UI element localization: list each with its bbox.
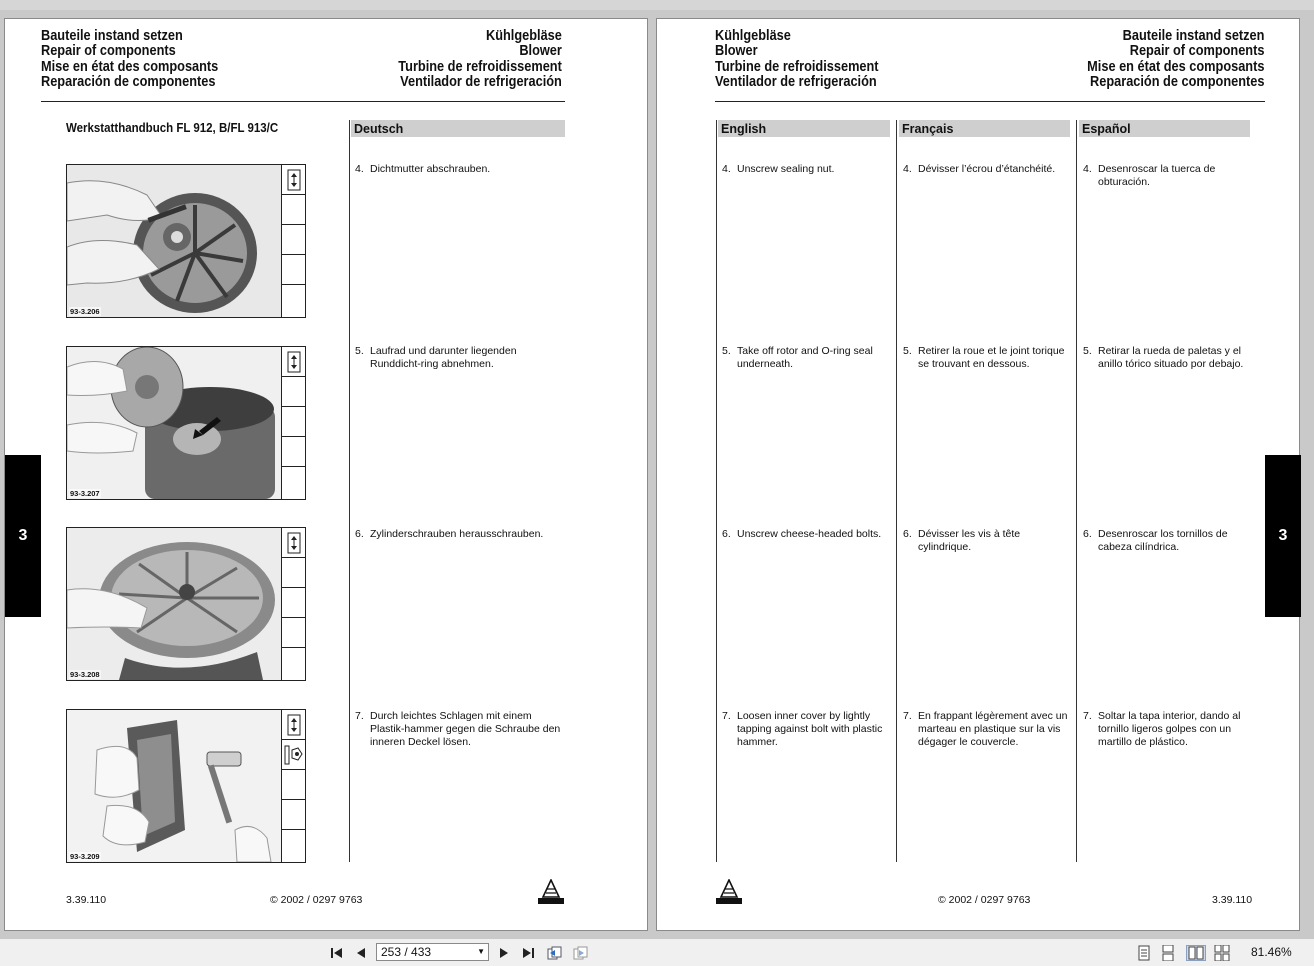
header-line: Repair of components [1129,43,1264,60]
header-rule [715,101,1265,102]
right-header-right [1087,29,1264,90]
footer-page-number: 3.39.110 [1212,894,1253,906]
photo-unscrew-nut [67,165,281,317]
column-divider [349,120,350,862]
header-line: Blower [519,43,562,60]
symbol-cells [281,165,306,317]
zoom-level[interactable]: 81.46% [1251,945,1292,959]
photo-hammer-cover [67,710,281,862]
manual-title: Werkstatthandbuch FL 912, B/FL 913/C [66,121,279,135]
symbol-cells [281,347,306,499]
column-divider [1076,120,1077,862]
header-line: Mise en état des composants [1086,58,1264,75]
special-tool-symbol-icon [282,740,306,770]
prev-page-icon[interactable] [353,945,369,961]
chapter-tab: 3 [5,455,41,617]
figure-93-3-206 [66,164,306,318]
deutz-logo-icon [715,879,743,905]
header-line: Reparación de componentes [41,73,216,90]
go-forward-icon[interactable] [572,945,588,961]
symbol-cells [281,710,306,862]
symbol-cells [281,528,306,680]
header-line: Ventilador de refrigeración [400,73,562,90]
go-back-icon[interactable] [546,945,562,961]
header-rule [41,101,565,102]
chevron-down-icon[interactable]: ▼ [477,947,485,956]
window-top-strip [0,0,1314,10]
figure-caption: 93-3.208 [70,670,100,679]
photo-remove-rotor [67,347,281,499]
figure-93-3-209 [66,709,306,863]
adjust-symbol-icon [282,165,306,195]
adjust-symbol-icon [282,528,306,558]
left-header-right [398,29,562,90]
column-header-francais: Français [899,120,1070,137]
page-indicator: 253 / 433 [381,945,432,959]
header-line: Bauteile instand setzen [1122,28,1264,44]
deutz-logo-icon [537,879,565,905]
footer-copyright: © 2002 / 0297 9763 [270,894,363,906]
first-page-icon[interactable] [329,945,345,961]
figure-caption: 93-3.206 [70,307,100,316]
header-line: Turbine de refroidissement [715,58,879,75]
facing-view-icon[interactable] [1186,945,1206,961]
header-line: Mise en état des composants [41,58,219,75]
left-header-left [41,29,218,90]
page-number-input[interactable] [376,943,489,961]
figure-caption: 93-3.207 [70,489,100,498]
header-line: Blower [715,43,758,60]
single-page-view-icon[interactable] [1136,945,1152,961]
right-page: Kühlgebläse Blower Turbine de refroidissement Ventilador de refrigeración Bauteile instand setzen Repair of components Mise en état des composants Reparación de componentes English Français Español 4. Unscrew sealing nut. 5. Take off rotor and O-ring seal underneath. 6. Unscrew cheese-headed bolts. 7. Loosen inner cover by lightly tapping against bolt with plastic hammer. 4. Dévisser l’écrou d’étanchéité. 5. Retirer la roue et le joint torique se trouvant en dessous. 6. Dévisser les vis à tête cylindrique. 7. En frappant légèrement avec un marteau en plastique sur la vis dégager le couvercle. 4. Desenroscar la tuerca de obturación. 5. Retirar la rueda de paletas y el anillo tórico situado por debajo. 6. Desenroscar los tornillos de cabeza cilíndrica. 7. Soltar la tapa interior, dando al tornillo ligeros golpes con un martillo de plástico. © 2002 / 0297 9763 3.39.110 3 [656,18,1300,931]
last-page-icon[interactable] [520,945,536,961]
left-page: Bauteile instand setzen Repair of components Mise en état des composants Reparación de componentes Kühlgebläse Blower Turbine de refroidissement Ventilador de refrigeración Werkstatthandbuch FL 912, B/FL 913/C Deutsch 93-3.206 4. Dichtmutter abschrauben. 93-3.207 5. Laufrad und darunter liegenden Runddicht-ring abnehmen. 93-3.208 6. Zylinderschrauben herausschrauben. 93-3.209 7. Durch leichtes Schlagen mit einem Plastik-hammer gegen die Schraube den inneren Deckel lösen. 3.39.110 © 2002 / 0297 9763 3 [4,18,648,931]
next-page-icon[interactable] [496,945,512,961]
adjust-symbol-icon [282,347,306,377]
column-header-english: English [718,120,890,137]
figure-caption: 93-3.209 [70,852,100,861]
header-line: Reparación de componentes [1089,73,1264,90]
footer-page-number: 3.39.110 [66,894,107,906]
header-line: Bauteile instand setzen [41,28,183,44]
viewer-toolbar [0,938,1314,966]
header-line: Repair of components [41,43,176,60]
photo-unscrew-bolts [67,528,281,680]
figure-93-3-208 [66,527,306,681]
adjust-symbol-icon [282,710,306,740]
footer-copyright: © 2002 / 0297 9763 [938,894,1031,906]
header-line: Kühlgebläse [486,28,562,44]
figure-93-3-207 [66,346,306,500]
column-header-espanol: Español [1079,120,1250,137]
column-divider [716,120,717,862]
column-header-deutsch: Deutsch [351,120,565,137]
header-line: Kühlgebläse [715,28,791,44]
chapter-tab: 3 [1265,455,1301,617]
header-line: Ventilador de refrigeración [715,73,877,90]
header-line: Turbine de refroidissement [398,58,562,75]
continuous-facing-view-icon[interactable] [1214,945,1230,961]
continuous-view-icon[interactable] [1160,945,1176,961]
column-divider [896,120,897,862]
right-header-left [715,29,879,90]
